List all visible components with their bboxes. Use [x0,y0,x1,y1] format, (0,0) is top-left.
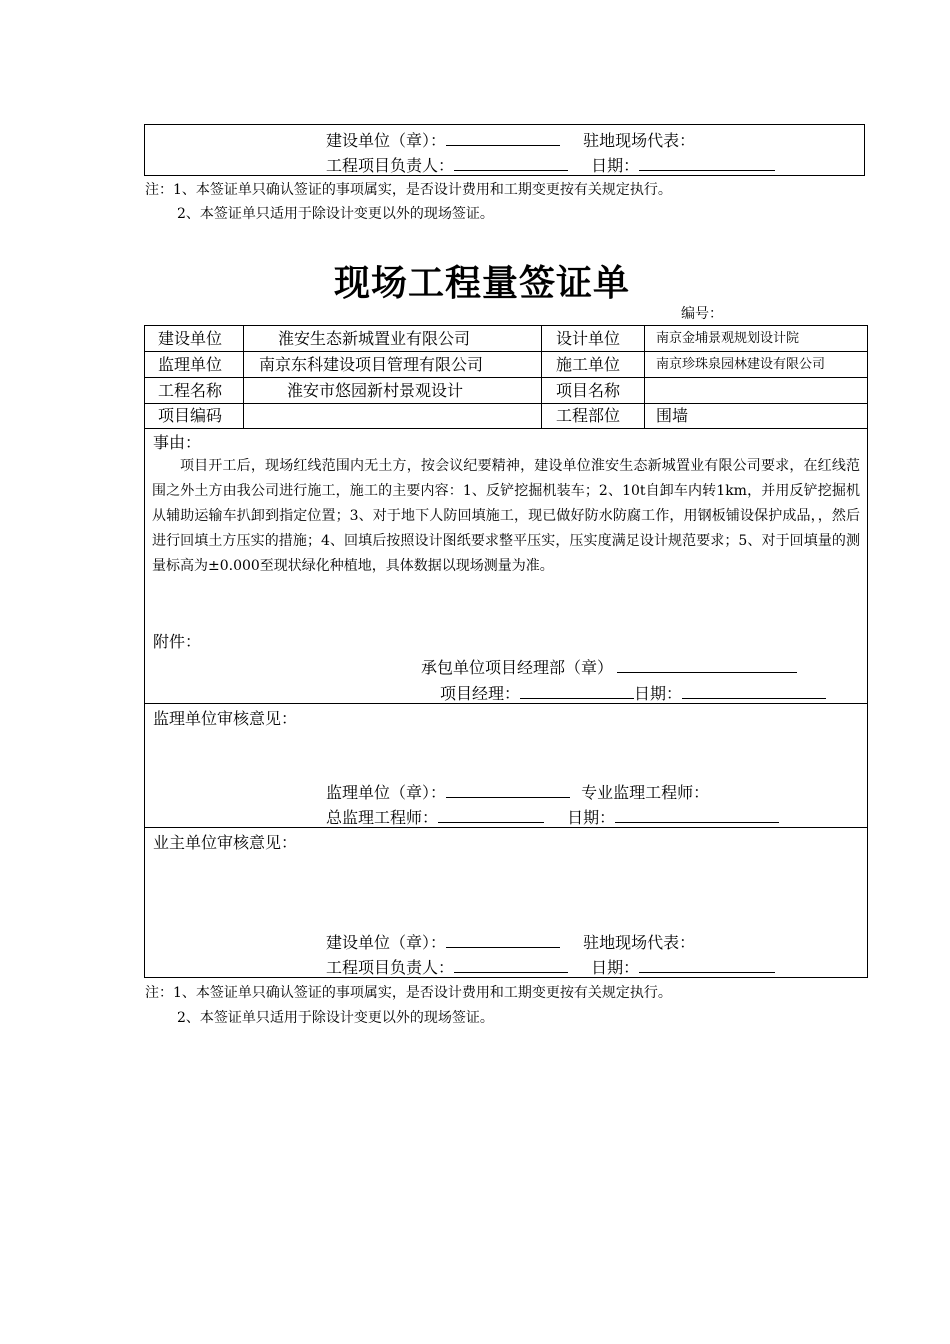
top-construction-seal-blank[interactable] [446,130,560,146]
owner-review-title: 业主单位审核意见： [153,833,298,852]
form-table [144,325,868,978]
top-note-2: 2、本签证单只适用于除设计变更以外的现场签证。 [177,206,494,222]
owner-project-leader-label: 工程项目负责人： [326,958,455,977]
chief-engineer-label: 总监理工程师： [326,808,439,827]
owner-sign-line-1 [326,932,695,953]
value-supervision-unit: 南京东科建设项目管理有限公司 [259,355,484,374]
reason-text: 项目开工后，现场红线范围内无土方，按会议纪要精神，建设单位淮安生态新城置业有限公司要求，在红线范围之外土方由我公司进行施工，施工的主要内容：1、反铲挖掘机装车；2、10t自卸车内转1km，并用反铲挖掘机从辅助运输车扒卸到指定位置；3、对于地下人防回填施工，现已做好防水防腐工作，用钢板铺设保护成品，，然后进行回填土方压实的措施；4、回填后按照设计图纸要求整平压实，压实度满足设计规范要求；5、对于回填量的测量标高为±0.000至现状绿化种植地，具体数据以现场测量为准。 [152,458,860,574]
label-supervision-unit: 监理单位 [158,355,223,374]
owner-seal-blank[interactable] [446,932,560,948]
top-project-leader-blank[interactable] [454,155,568,171]
attachment-label: 附件： [153,632,202,651]
project-manager-blank[interactable] [520,683,634,699]
top-date-label: 日期： [591,156,640,175]
supervision-date-blank[interactable] [615,807,779,823]
supervision-review-title: 监理单位审核意见： [153,709,298,728]
project-manager-line [440,683,826,704]
pm-date-blank[interactable] [682,683,826,699]
supervision-sign-line-2 [326,807,779,828]
form-number-label: 编号： [681,306,723,322]
owner-project-leader-blank[interactable] [454,957,568,973]
top-construction-seal-label: 建设单位（章）： [326,131,447,150]
owner-date-blank[interactable] [639,957,775,973]
reason-label: 事由： [153,433,202,452]
value-construction-unit: 淮安生态新城置业有限公司 [278,329,471,348]
form-title: 现场工程量签证单 [334,262,631,304]
top-sign-line-2 [326,155,775,176]
top-site-rep-label: 驻地现场代表： [583,131,696,150]
label-item-name: 项目名称 [556,381,621,400]
project-manager-label: 项目经理： [440,684,521,703]
top-date-blank[interactable] [639,155,775,171]
bottom-note-1: 注：1、本签证单只确认签证的事项属实，是否设计费用和工期变更按有关规定执行。 [145,985,672,1001]
bottom-note-2: 2、本签证单只适用于除设计变更以外的现场签证。 [177,1010,494,1026]
supervision-seal-label: 监理单位（章）： [326,783,447,802]
label-work-location: 工程部位 [556,406,621,425]
top-sign-line-1 [326,130,695,151]
supervision-seal-blank[interactable] [446,782,570,798]
label-design-unit: 设计单位 [556,329,621,348]
label-construction-unit: 建设单位 [158,329,223,348]
supervision-sign-line-1 [326,782,709,803]
label-contractor-unit: 施工单位 [556,355,621,374]
supervision-date-label: 日期： [567,808,616,827]
value-contractor-unit: 南京珍珠泉园林建设有限公司 [656,357,826,372]
top-project-leader-label: 工程项目负责人： [326,156,455,175]
owner-date-label: 日期： [591,958,640,977]
owner-site-rep-label: 驻地现场代表： [583,933,696,952]
value-design-unit: 南京金埔景观规划设计院 [656,331,800,346]
label-project-name: 工程名称 [158,381,223,400]
value-project-name: 淮安市悠园新村景观设计 [287,381,464,400]
contractor-sign-label: 承包单位项目经理部（章） [421,658,614,677]
chief-engineer-blank[interactable] [438,807,544,823]
value-work-location: 围墙 [656,406,689,425]
owner-seal-label: 建设单位（章）： [326,933,447,952]
top-note-1: 注：1、本签证单只确认签证的事项属实，是否设计费用和工期变更按有关规定执行。 [145,182,672,198]
supervision-engineer-label: 专业监理工程师： [581,783,710,802]
contractor-sign-blank[interactable] [617,657,797,673]
pm-date-label: 日期： [634,684,683,703]
owner-sign-line-2 [326,957,775,978]
label-item-code: 项目编码 [158,406,223,425]
contractor-sign-line [421,657,797,678]
